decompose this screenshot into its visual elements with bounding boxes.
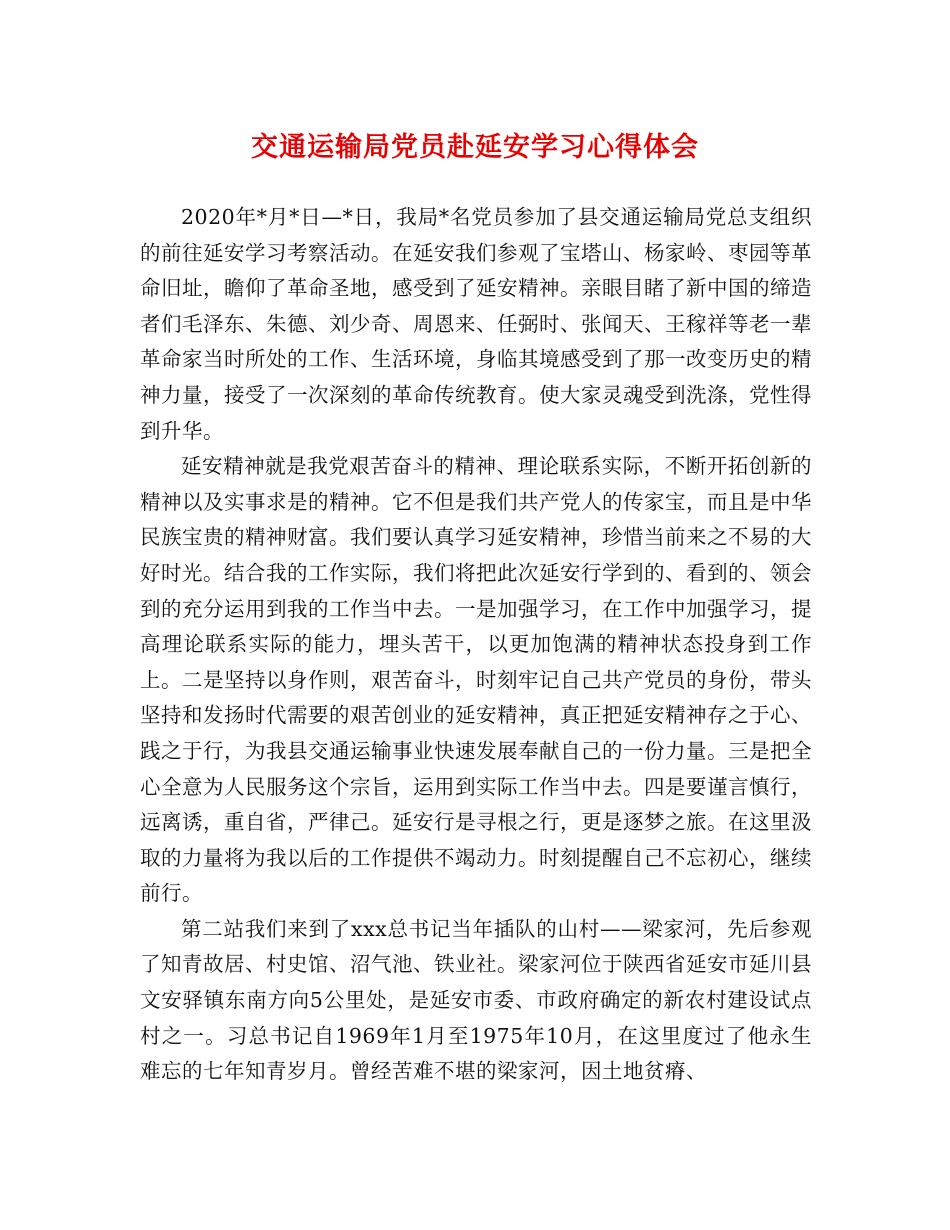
paragraph-1: 2020年*月*日—*日，我局*名党员参加了县交通运输局党总支组织的前往延安学习考察活动。在延安我们参观了宝塔山、杨家岭、枣园等革命旧址，瞻仰了革命圣地，感受到了延安精神。亲眼目睹了新中国的缔造者们毛泽东、朱德、刘少奇、周恩来、任弼时、张闻天、王稼祥等老一辈革命家当时所处的工作、生活环境，身临其境感受到了那一改变历史的精神力量，接受了一次深刻的革命传统教育。使大家灵魂受到洗涤，党性得到升华。: [140, 205, 812, 443]
paragraph-3: 第二站我们来到了xxx总书记当年插队的山村——梁家河，先后参观了知青故居、村史馆、沼气池、铁业社。梁家河位于陕西省延安市延川县文安驿镇东南方向5公里处，是延安市委、市政府确定的新农村建设试点村之一。习总书记自1969年1月至1975年10月，在这里度过了他永生难忘的七年知青岁月。曾经苦难不堪的梁家河，因土地贫瘠、: [140, 916, 812, 1084]
paragraph-2: 延安精神就是我党艰苦奋斗的精神、理论联系实际，不断开拓创新的精神以及实事求是的精神。它不但是我们共产党人的传家宝，而且是中华民族宝贵的精神财富。我们要认真学习延安精神，珍惜当前来之不易的大好时光。结合我的工作实际，我们将把此次延安行学到的、看到的、领会到的充分运用到我的工作当中去。一是加强学习，在工作中加强学习，提高理论联系实际的能力，埋头苦干，以更加饱满的精神状态投身到工作上。二是坚持以身作则，艰苦奋斗，时刻牢记自己共产党员的身份，带头坚持和发扬时代需要的艰苦创业的延安精神，真正把延安精神存之于心、践之于行，为我县交通运输事业快速发展奉献自己的一份力量。三是把全心全意为人民服务这个宗旨，运用到实际工作当中去。四是要谨言慎行，远离诱，重自省，严律己。延安行是寻根之行，更是逐梦之旅。在这里汲取的力量将为我以后的工作提供不竭动力。时刻提醒自己不忘初心，继续前行。: [140, 454, 812, 906]
document-title: 交通运输局党员赴延安学习心得体会: [251, 132, 699, 163]
document-body: [140, 200, 812, 1090]
